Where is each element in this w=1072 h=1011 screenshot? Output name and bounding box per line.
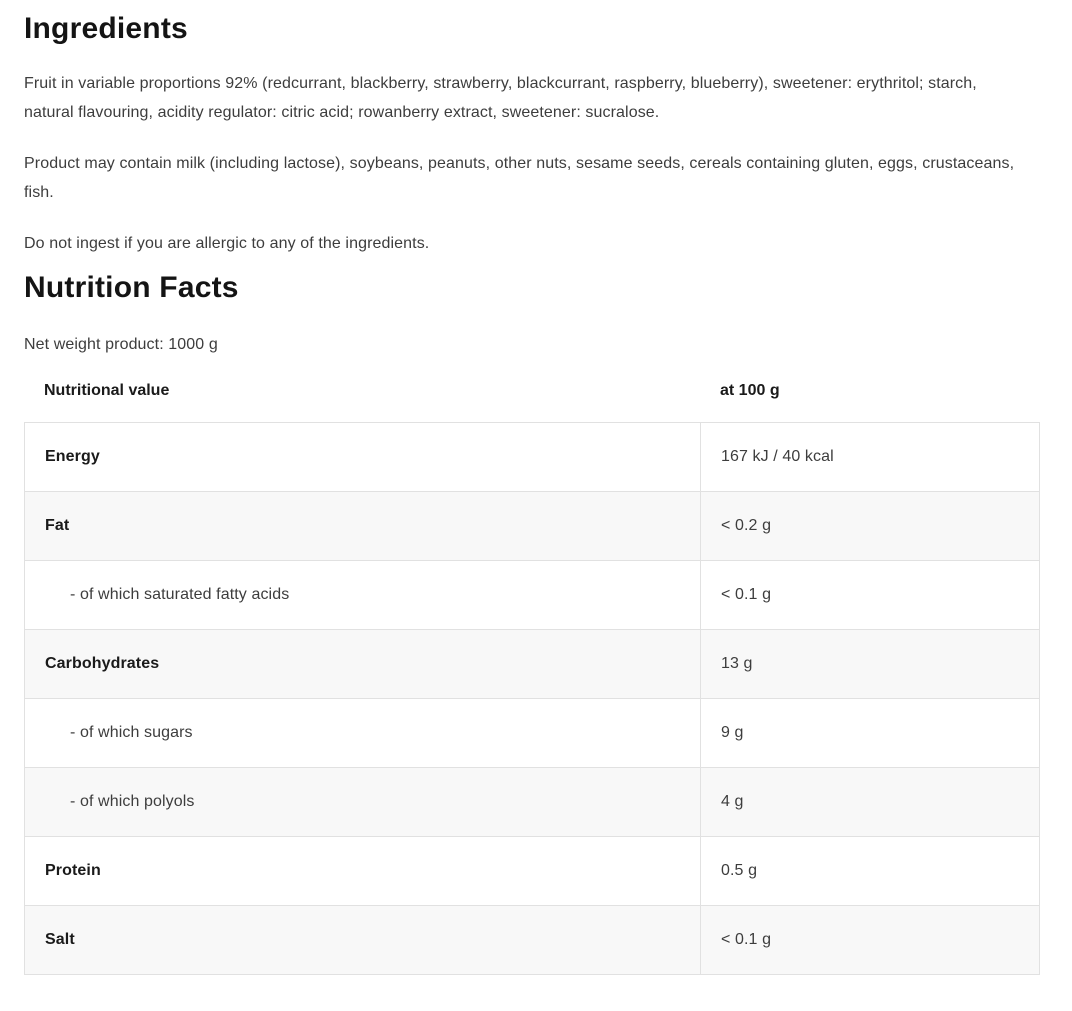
nutrient-value: < 0.2 g [701,492,1040,561]
nutrient-value: < 0.1 g [701,906,1040,975]
allergy-warning-text: Do not ingest if you are allergic to any of the ingredients. [24,235,430,252]
table-row [25,837,1040,906]
nutrition-table [24,422,1040,975]
nutrient-label: - of which sugars [25,699,701,768]
table-row [25,561,1040,630]
nutrition-facts-section [24,272,1040,975]
nutrient-value: 13 g [701,630,1040,699]
ingredients-heading: Ingredients [24,12,188,45]
nutrient-label: Fat [25,492,701,561]
net-weight-text: Net weight product: 1000 g [24,336,218,353]
table-row [25,423,1040,492]
table-row [25,630,1040,699]
column-header-at-100g: at 100 g [720,382,780,399]
ingredients-composition-text: Fruit in variable proportions 92% (redcurrant, blackberry, strawberry, blackcurrant, raspberry, blueberry), sweetener: erythritol; starch, natural flavouring, acidity regulator: citric acid; rowanberry extract, sweetener: sucralose. [24,75,977,121]
nutrient-label: - of which polyols [25,768,701,837]
nutrient-value: 0.5 g [701,837,1040,906]
nutrient-value: < 0.1 g [701,561,1040,630]
nutrition-table-column-headers [24,378,1040,404]
nutrient-label: - of which saturated fatty acids [25,561,701,630]
nutrient-value: 4 g [701,768,1040,837]
nutrient-label: Energy [25,423,701,492]
nutrient-label: Protein [25,837,701,906]
table-row [25,699,1040,768]
nutrient-label: Carbohydrates [25,630,701,699]
nutrient-value: 9 g [701,699,1040,768]
nutrient-label: Salt [25,906,701,975]
ingredients-section [24,13,1040,258]
nutrition-facts-heading: Nutrition Facts [24,271,239,304]
table-row [25,492,1040,561]
table-row [25,768,1040,837]
table-row [25,906,1040,975]
nutrition-table-body [25,423,1040,975]
column-header-nutritional-value: Nutritional value [44,382,170,399]
allergen-info-text: Product may contain milk (including lactose), soybeans, peanuts, other nuts, sesame seeds, cereals containing gluten, eggs, crustaceans, fish. [24,155,1015,201]
nutrient-value: 167 kJ / 40 kcal [701,423,1040,492]
